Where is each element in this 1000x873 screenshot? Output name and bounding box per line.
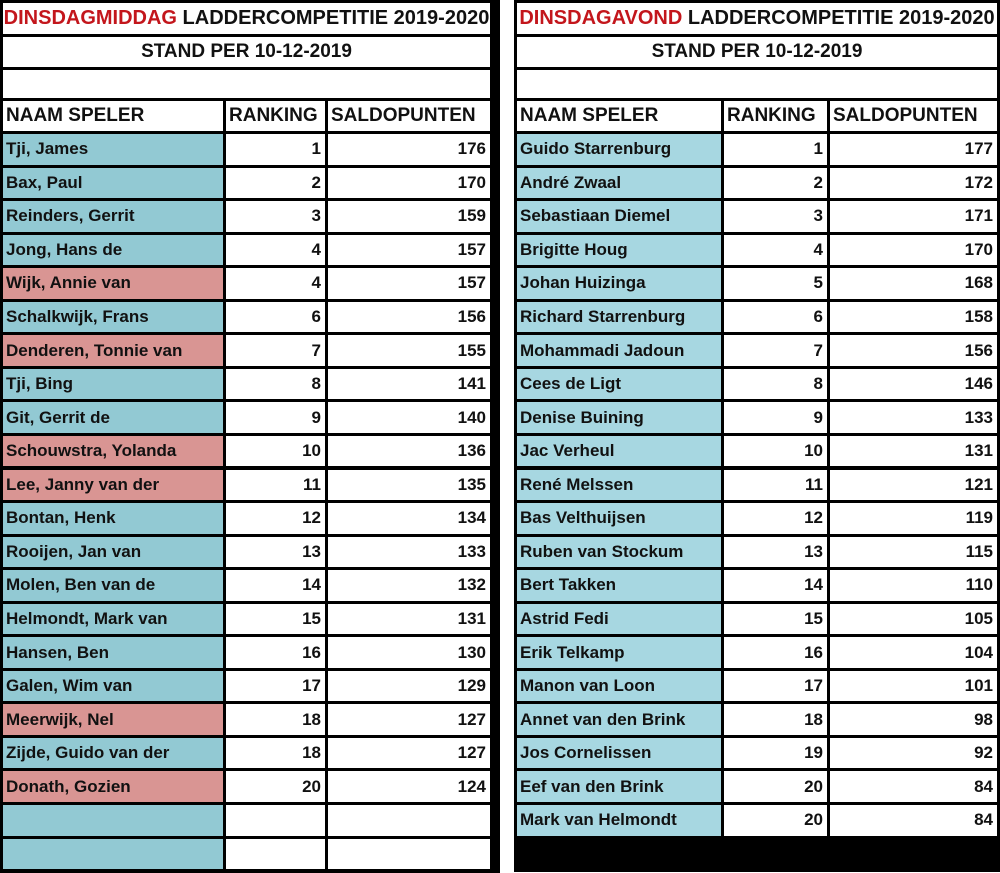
table-row	[517, 235, 997, 266]
table-row	[517, 503, 997, 534]
player-name: Astrid Fedi	[517, 604, 721, 635]
player-name: Guido Starrenburg	[517, 134, 721, 165]
table-row	[517, 335, 997, 366]
table-row	[517, 268, 997, 299]
player-name: Denderen, Tonnie van	[3, 335, 223, 366]
player-name: Meerwijk, Nel	[3, 704, 223, 735]
player-name: Zijde, Guido van der	[3, 738, 223, 769]
table-row	[517, 369, 997, 400]
sheet-title	[517, 3, 997, 34]
player-name: Annet van den Brink	[517, 704, 721, 735]
player-saldopunten: 115	[830, 537, 997, 568]
player-name: Cees de Ligt	[517, 369, 721, 400]
table-row	[3, 637, 490, 668]
table-row	[3, 738, 490, 769]
title-row	[517, 3, 997, 34]
player-saldopunten: 159	[328, 201, 490, 232]
table-row	[3, 570, 490, 601]
player-saldopunten: 171	[830, 201, 997, 232]
player-saldopunten	[328, 805, 490, 836]
blank-cell	[517, 70, 997, 98]
player-saldopunten: 84	[830, 805, 997, 836]
player-ranking: 20	[724, 805, 827, 836]
player-ranking: 2	[724, 168, 827, 199]
player-ranking: 11	[724, 470, 827, 501]
player-name: Manon van Loon	[517, 671, 721, 702]
player-name: Mohammadi Jadoun	[517, 335, 721, 366]
player-ranking: 3	[724, 201, 827, 232]
table-row	[517, 637, 997, 668]
player-saldopunten: 131	[328, 604, 490, 635]
player-saldopunten: 156	[328, 302, 490, 333]
blank-cell	[3, 70, 490, 98]
player-ranking: 19	[724, 738, 827, 769]
player-saldopunten: 168	[830, 268, 997, 299]
player-name: Jos Cornelissen	[517, 738, 721, 769]
player-saldopunten: 157	[328, 268, 490, 299]
player-ranking: 20	[226, 771, 325, 802]
table-row	[3, 369, 490, 400]
player-name: Tji, Bing	[3, 369, 223, 400]
player-name: Galen, Wim van	[3, 671, 223, 702]
player-saldopunten: 158	[830, 302, 997, 333]
table-row	[3, 335, 490, 366]
player-saldopunten: 104	[830, 637, 997, 668]
player-name: Jong, Hans de	[3, 235, 223, 266]
table-row	[517, 302, 997, 333]
table-row	[3, 839, 490, 870]
stand-date: STAND PER 10-12-2019	[517, 37, 997, 67]
player-ranking: 14	[724, 570, 827, 601]
header-name: NAAM SPELER	[3, 101, 223, 131]
player-ranking: 13	[724, 537, 827, 568]
player-ranking: 7	[724, 335, 827, 366]
player-ranking: 17	[226, 671, 325, 702]
table-row	[3, 302, 490, 333]
table-row	[517, 436, 997, 467]
player-saldopunten: 155	[328, 335, 490, 366]
player-saldopunten: 130	[328, 637, 490, 668]
player-saldopunten: 101	[830, 671, 997, 702]
player-ranking: 1	[226, 134, 325, 165]
player-saldopunten: 135	[328, 470, 490, 501]
title-row	[3, 3, 490, 34]
player-ranking: 20	[724, 771, 827, 802]
player-name: Bas Velthuijsen	[517, 503, 721, 534]
player-name: Richard Starrenburg	[517, 302, 721, 333]
player-ranking: 13	[226, 537, 325, 568]
table-row	[517, 604, 997, 635]
stand-row	[517, 37, 997, 67]
player-saldopunten: 124	[328, 771, 490, 802]
player-saldopunten: 105	[830, 604, 997, 635]
player-name: Hansen, Ben	[3, 637, 223, 668]
table-row	[3, 134, 490, 165]
player-ranking: 4	[724, 235, 827, 266]
player-ranking: 16	[724, 637, 827, 668]
table-row	[517, 168, 997, 199]
table-row	[3, 470, 490, 501]
title-accent: DINSDAGAVOND	[519, 7, 683, 29]
player-ranking: 7	[226, 335, 325, 366]
table-row	[3, 805, 490, 836]
sheet-divider	[492, 0, 500, 873]
player-name: Schouwstra, Yolanda	[3, 436, 223, 467]
table-row	[3, 503, 490, 534]
player-ranking: 11	[226, 470, 325, 501]
player-saldopunten: 140	[328, 402, 490, 433]
player-name: Brigitte Houg	[517, 235, 721, 266]
player-name: Schalkwijk, Frans	[3, 302, 223, 333]
player-saldopunten: 136	[328, 436, 490, 467]
table-row	[3, 537, 490, 568]
stand-row	[3, 37, 490, 67]
player-ranking: 1	[724, 134, 827, 165]
player-saldopunten: 146	[830, 369, 997, 400]
table-row	[3, 235, 490, 266]
player-ranking: 12	[226, 503, 325, 534]
player-name: Ruben van Stockum	[517, 537, 721, 568]
player-ranking: 4	[226, 268, 325, 299]
player-name: Sebastiaan Diemel	[517, 201, 721, 232]
title-rest: LADDERCOMPETITIE 2019-2020	[177, 7, 490, 29]
table-row	[3, 201, 490, 232]
player-saldopunten: 98	[830, 704, 997, 735]
player-saldopunten: 157	[328, 235, 490, 266]
sheet-title	[3, 3, 490, 34]
player-saldopunten: 133	[830, 402, 997, 433]
table-row	[517, 805, 997, 836]
table-row	[3, 671, 490, 702]
player-saldopunten: 170	[328, 168, 490, 199]
table-row	[517, 402, 997, 433]
player-name: Bert Takken	[517, 570, 721, 601]
player-ranking: 15	[226, 604, 325, 635]
player-saldopunten: 176	[328, 134, 490, 165]
player-name: Donath, Gozien	[3, 771, 223, 802]
player-ranking: 16	[226, 637, 325, 668]
player-ranking: 9	[226, 402, 325, 433]
blank-row	[517, 70, 997, 98]
player-saldopunten: 133	[328, 537, 490, 568]
player-ranking: 10	[226, 436, 325, 467]
player-ranking: 18	[226, 738, 325, 769]
title-accent: DINSDAGMIDDAG	[3, 7, 177, 29]
title-rest: LADDERCOMPETITIE 2019-2020	[682, 7, 995, 29]
player-ranking: 5	[724, 268, 827, 299]
player-ranking	[226, 839, 325, 870]
player-ranking: 9	[724, 402, 827, 433]
table-row	[3, 402, 490, 433]
table-row	[517, 134, 997, 165]
player-saldopunten: 132	[328, 570, 490, 601]
player-name: Johan Huizinga	[517, 268, 721, 299]
player-name: René Melssen	[517, 470, 721, 501]
player-name: Rooijen, Jan van	[3, 537, 223, 568]
player-name	[3, 839, 223, 870]
player-ranking: 6	[226, 302, 325, 333]
player-ranking: 15	[724, 604, 827, 635]
player-name: Bontan, Henk	[3, 503, 223, 534]
player-ranking: 14	[226, 570, 325, 601]
player-ranking	[226, 805, 325, 836]
header-saldopunten: SALDOPUNTEN	[830, 101, 997, 131]
player-name: Eef van den Brink	[517, 771, 721, 802]
player-name	[3, 805, 223, 836]
player-saldopunten: 156	[830, 335, 997, 366]
player-ranking: 3	[226, 201, 325, 232]
header-saldopunten: SALDOPUNTEN	[328, 101, 490, 131]
player-saldopunten: 170	[830, 235, 997, 266]
header-ranking: RANKING	[226, 101, 325, 131]
table-row	[3, 168, 490, 199]
header-ranking: RANKING	[724, 101, 827, 131]
table-row	[3, 268, 490, 299]
player-saldopunten: 131	[830, 436, 997, 467]
player-ranking: 18	[226, 704, 325, 735]
table-row	[517, 738, 997, 769]
blank-row	[3, 70, 490, 98]
player-name: Erik Telkamp	[517, 637, 721, 668]
player-name: Git, Gerrit de	[3, 402, 223, 433]
player-saldopunten: 127	[328, 738, 490, 769]
table-row	[3, 771, 490, 802]
player-saldopunten	[328, 839, 490, 870]
table-row	[517, 537, 997, 568]
header-name: NAAM SPELER	[517, 101, 721, 131]
player-saldopunten: 141	[328, 369, 490, 400]
player-saldopunten: 127	[328, 704, 490, 735]
player-name: Molen, Ben van de	[3, 570, 223, 601]
table-row	[517, 704, 997, 735]
table-row	[517, 771, 997, 802]
player-name: Tji, James	[3, 134, 223, 165]
player-saldopunten: 177	[830, 134, 997, 165]
player-ranking: 12	[724, 503, 827, 534]
header-row	[517, 101, 997, 131]
player-saldopunten: 110	[830, 570, 997, 601]
player-name: Reinders, Gerrit	[3, 201, 223, 232]
player-name: André Zwaal	[517, 168, 721, 199]
player-name: Mark van Helmondt	[517, 805, 721, 836]
table-row	[517, 671, 997, 702]
player-name: Jac Verheul	[517, 436, 721, 467]
player-saldopunten: 84	[830, 771, 997, 802]
player-name: Helmondt, Mark van	[3, 604, 223, 635]
player-name: Lee, Janny van der	[3, 470, 223, 501]
sheet-dinsdagmiddag	[0, 0, 493, 873]
player-ranking: 8	[226, 369, 325, 400]
player-ranking: 6	[724, 302, 827, 333]
player-saldopunten: 92	[830, 738, 997, 769]
player-name: Denise Buining	[517, 402, 721, 433]
stand-date: STAND PER 10-12-2019	[3, 37, 490, 67]
table-row	[517, 201, 997, 232]
player-name: Wijk, Annie van	[3, 268, 223, 299]
player-ranking: 8	[724, 369, 827, 400]
player-saldopunten: 121	[830, 470, 997, 501]
player-saldopunten: 119	[830, 503, 997, 534]
player-saldopunten: 172	[830, 168, 997, 199]
player-ranking: 2	[226, 168, 325, 199]
table-row	[3, 604, 490, 635]
table-row	[3, 436, 490, 467]
player-ranking: 17	[724, 671, 827, 702]
player-saldopunten: 129	[328, 671, 490, 702]
player-name: Bax, Paul	[3, 168, 223, 199]
table-row	[517, 570, 997, 601]
header-row	[3, 101, 490, 131]
player-saldopunten: 134	[328, 503, 490, 534]
table-row	[3, 704, 490, 735]
player-ranking: 10	[724, 436, 827, 467]
player-ranking: 18	[724, 704, 827, 735]
player-ranking: 4	[226, 235, 325, 266]
sheet-dinsdagavond	[514, 0, 1000, 872]
table-row	[517, 470, 997, 501]
